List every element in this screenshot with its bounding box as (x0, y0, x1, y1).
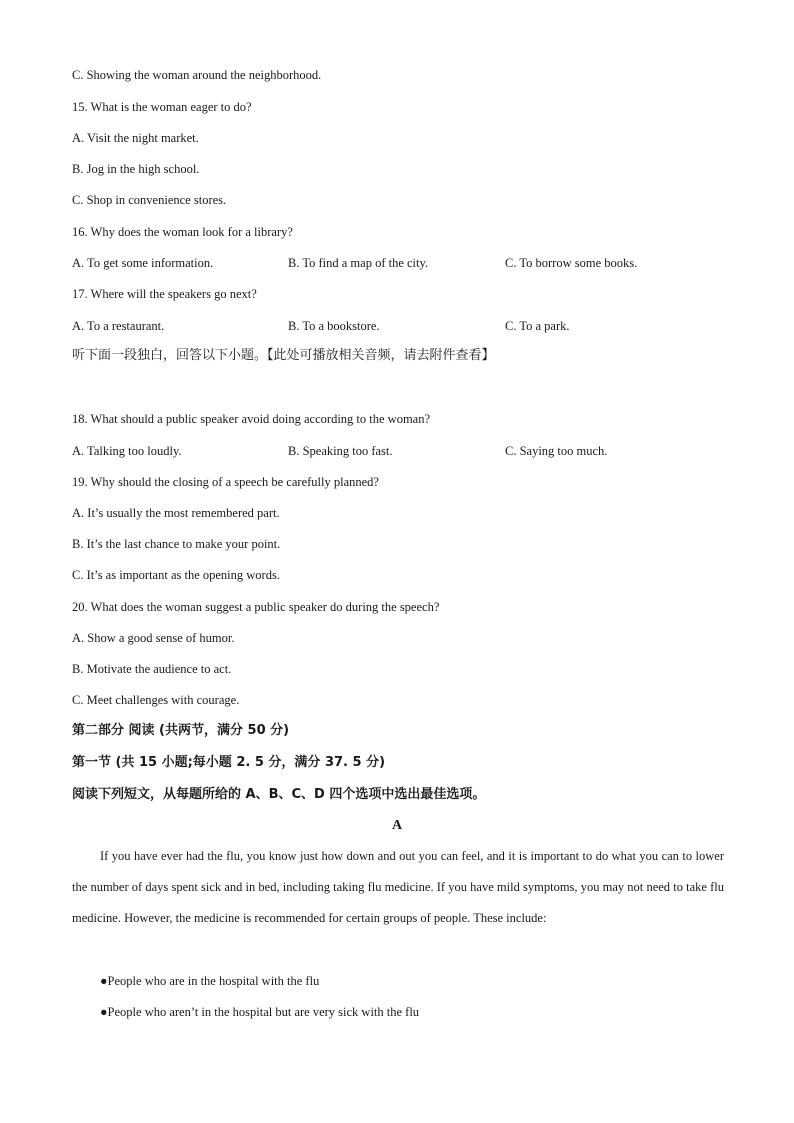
q19-option-a: A. It’s usually the most remembered part. (72, 506, 280, 520)
q20-option-b: B. Motivate the audience to act. (72, 662, 232, 676)
q16-option-c: C. To borrow some books. (505, 256, 638, 270)
reading-instruction: 阅读下列短文，从每题所给的 A、B、C、D 四个选项中选出最佳选项。 (72, 787, 486, 802)
q17-option-c: C. To a park. (505, 319, 570, 333)
q18-option-b: B. Speaking too fast. (288, 444, 393, 458)
monologue-instruction: 听下面一段独白，回答以下小题。【此处可播放相关音频，请去附件查看】 (72, 348, 495, 363)
q18-question: 18. What should a public speaker avoid doing according to the woman? (72, 412, 431, 426)
q20-option-c: C. Meet challenges with courage. (72, 693, 240, 707)
q16-option-a: A. To get some information. (72, 256, 214, 270)
q18-option-a: A. Talking too loudly. (72, 444, 182, 458)
q17-question: 17. Where will the speakers go next? (72, 287, 257, 301)
passage-label: A (391, 818, 403, 833)
bullet-item: ●People who aren’t in the hospital but are very sick with the flu (100, 1005, 420, 1019)
section-one-title: 第一节 (共 15 小题;每小题 2. 5 分，满分 37. 5 分) (72, 755, 386, 770)
q20-question: 20. What does the woman suggest a public speaker do during the speech? (72, 600, 440, 614)
q16-question: 16. Why does the woman look for a library? (72, 225, 293, 239)
q15-option-b: B. Jog in the high school. (72, 162, 200, 176)
q16-option-b: B. To find a map of the city. (288, 256, 429, 270)
bullet-item: ●People who are in the hospital with the flu (100, 974, 320, 988)
q15-option-c: C. Shop in convenience stores. (72, 193, 227, 207)
q18-option-c: C. Saying too much. (505, 444, 608, 458)
q17-option-b: B. To a bookstore. (288, 319, 380, 333)
q15-question: 15. What is the woman eager to do? (72, 100, 252, 114)
q15-option-a: A. Visit the night market. (72, 131, 199, 145)
q19-option-c: C. It’s as important as the opening words. (72, 568, 280, 582)
part-two-title: 第二部分 阅读 (共两节，满分 50 分) (72, 723, 290, 738)
q17-option-a: A. To a restaurant. (72, 319, 165, 333)
q19-question: 19. Why should the closing of a speech be carefully planned? (72, 475, 379, 489)
q19-option-b: B. It’s the last chance to make your point. (72, 537, 281, 551)
q14-option-c: C. Showing the woman around the neighborhood. (72, 68, 322, 82)
q20-option-a: A. Show a good sense of humor. (72, 631, 235, 645)
passage-paragraph: If you have ever had the flu, you know just how down and out you can feel, and it is important to do what you can to lower the number of days spent sick and in bed, including taking flu medicine. If you have mild symptoms, you may not need to take flu medicine. However, the medicine is recommended for certain groups of people. These include: (72, 849, 724, 926)
